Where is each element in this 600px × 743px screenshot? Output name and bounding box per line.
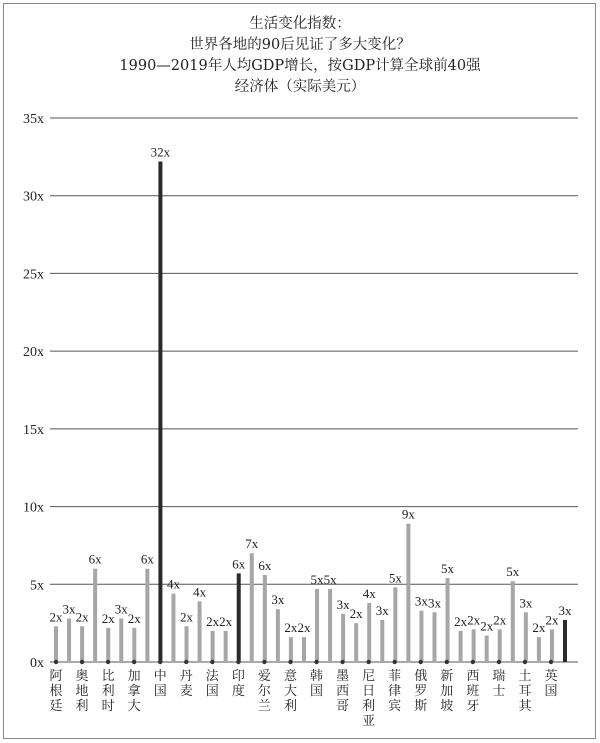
bar-value-label: 6x [258, 557, 272, 573]
bar [341, 614, 345, 662]
bar [511, 581, 515, 662]
category-label: 韩国 [310, 669, 324, 699]
category-marker [419, 660, 423, 664]
value-labels [50, 145, 573, 636]
bar-value-label: 9x [401, 506, 415, 522]
category-marker [184, 660, 188, 664]
bar-value-label: 3x [427, 595, 441, 611]
bar-value-label: 3x [271, 592, 285, 608]
category-marker [158, 660, 162, 664]
category-label: 墨西哥 [336, 669, 350, 714]
bar-value-label: 2x [219, 613, 233, 629]
bar [93, 569, 97, 662]
category-label: 意大利 [283, 669, 297, 714]
y-tick-label: 15x [23, 422, 44, 438]
bar-value-label: 3x [114, 601, 128, 617]
bar [67, 618, 71, 662]
category-label: 俄罗斯 [414, 669, 428, 714]
bar-value-label: 2x [284, 620, 298, 636]
category-marker [80, 660, 84, 664]
bar [432, 612, 436, 662]
bar [263, 575, 267, 662]
bar [132, 628, 136, 662]
bar-value-label: 4x [362, 585, 376, 601]
category-marker [445, 660, 449, 664]
bar-value-label: 5x [388, 570, 402, 586]
bar-value-label: 2x [101, 610, 115, 626]
bar [524, 612, 528, 662]
category-marker [314, 660, 318, 664]
category-label: 奥地利 [75, 669, 89, 714]
bar [302, 637, 306, 662]
bar [354, 623, 358, 662]
bar [171, 594, 175, 662]
bar [472, 629, 476, 662]
category-label: 加拿大 [127, 669, 141, 714]
category-marker [340, 660, 344, 664]
bar [106, 628, 110, 662]
bar-value-label: 2x [480, 618, 494, 634]
category-label: 新加坡 [440, 669, 454, 714]
bar [563, 620, 567, 662]
category-label: 比利时 [101, 669, 115, 714]
bar-value-label: 3x [62, 601, 76, 617]
bar-value-label: 2x [467, 612, 481, 628]
bar-value-label: 3x [519, 595, 533, 611]
bar [185, 626, 189, 662]
category-marker [210, 660, 214, 664]
bar-value-label: 32x [150, 144, 171, 160]
bar-value-label: 4x [193, 584, 207, 600]
y-axis-ticks [23, 112, 44, 671]
bar-value-label: 6x [232, 556, 246, 572]
bar-value-label: 2x [75, 609, 89, 625]
category-label: 西班牙 [466, 669, 480, 714]
bar-value-label: 2x [454, 613, 468, 629]
bar [80, 626, 84, 662]
bar-value-label: 5x [310, 571, 324, 587]
category-label: 土耳其 [518, 669, 532, 714]
bar [198, 601, 202, 662]
x-axis-categories [49, 668, 557, 729]
category-label: 丹麦 [179, 669, 193, 699]
category-marker [236, 660, 240, 664]
bar-value-label: 2x [493, 612, 507, 628]
y-tick-label: 10x [23, 500, 44, 516]
bar-value-label: 5x [506, 564, 520, 580]
category-marker [392, 660, 396, 664]
bar [158, 162, 162, 662]
category-label: 菲律宾 [388, 669, 402, 714]
bar [550, 629, 554, 662]
bar-value-label: 2x [532, 620, 546, 636]
y-tick-label: 35x [23, 112, 44, 127]
bar [54, 626, 58, 662]
bar [289, 637, 293, 662]
category-marker [366, 660, 370, 664]
category-label: 英国 [544, 669, 558, 699]
y-tick-label: 20x [23, 345, 44, 361]
y-tick-label: 30x [23, 189, 44, 205]
bar [406, 524, 410, 662]
title-line-2: 世界各地的90后见证了多大变化？ [189, 37, 411, 53]
bar-value-label: 7x [245, 536, 259, 552]
bar [276, 609, 280, 662]
bar-value-label: 3x [414, 593, 428, 609]
bar [459, 631, 463, 662]
bar-value-label: 4x [166, 576, 180, 592]
category-marker [471, 660, 475, 664]
y-tick-label: 25x [23, 267, 44, 283]
category-marker [523, 660, 527, 664]
category-marker [54, 660, 58, 664]
bar-value-label: 2x [49, 609, 63, 625]
bar-value-label: 3x [336, 596, 350, 612]
bar-value-label: 5x [323, 571, 337, 587]
category-label: 瑞士 [492, 669, 506, 699]
category-label: 爱尔兰 [257, 669, 271, 714]
bar-value-label: 6x [88, 551, 102, 567]
category-label: 中国 [153, 669, 167, 699]
bar [224, 631, 228, 662]
bar-value-label: 2x [545, 612, 559, 628]
bar [250, 553, 254, 662]
category-marker [288, 660, 292, 664]
bar-value-label: 2x [206, 613, 220, 629]
category-marker [106, 660, 110, 664]
category-marker [262, 660, 266, 664]
bar [328, 589, 332, 662]
title-line-1: 生活变化指数： [249, 16, 351, 32]
category-marker [497, 660, 501, 664]
bar [419, 611, 423, 662]
category-label: 法国 [205, 669, 219, 699]
y-tick-label: 5x [30, 578, 44, 594]
bar-value-label: 2x [297, 620, 311, 636]
bar [380, 620, 384, 662]
bar [367, 603, 371, 662]
bar [498, 629, 502, 662]
title-line-4: 经济体（实际美元） [234, 79, 366, 95]
bar [145, 569, 149, 662]
bar-value-label: 2x [180, 609, 194, 625]
bar [393, 587, 397, 662]
bar-value-label: 6x [140, 551, 154, 567]
bar-value-label: 2x [127, 610, 141, 626]
bar [119, 618, 123, 662]
bar [446, 578, 450, 662]
bar [315, 589, 319, 662]
category-label: 尼日利亚 [362, 669, 376, 729]
category-label: 印度 [231, 669, 245, 699]
category-label: 阿根廷 [49, 669, 63, 714]
title-line-3: 1990—2019年人均GDP增长，按GDP计算全球前40强 [119, 58, 481, 74]
y-tick-label: 0x [30, 656, 44, 671]
bar-value-label: 5x [441, 561, 455, 577]
category-marker [132, 660, 136, 664]
bar-value-label: 3x [375, 603, 389, 619]
bar [237, 573, 241, 662]
bar-value-label: 3x [558, 603, 572, 619]
bar [211, 631, 215, 662]
category-marker [549, 660, 553, 664]
bar [485, 636, 489, 662]
bar [537, 637, 541, 662]
bar-value-label: 2x [349, 606, 363, 622]
